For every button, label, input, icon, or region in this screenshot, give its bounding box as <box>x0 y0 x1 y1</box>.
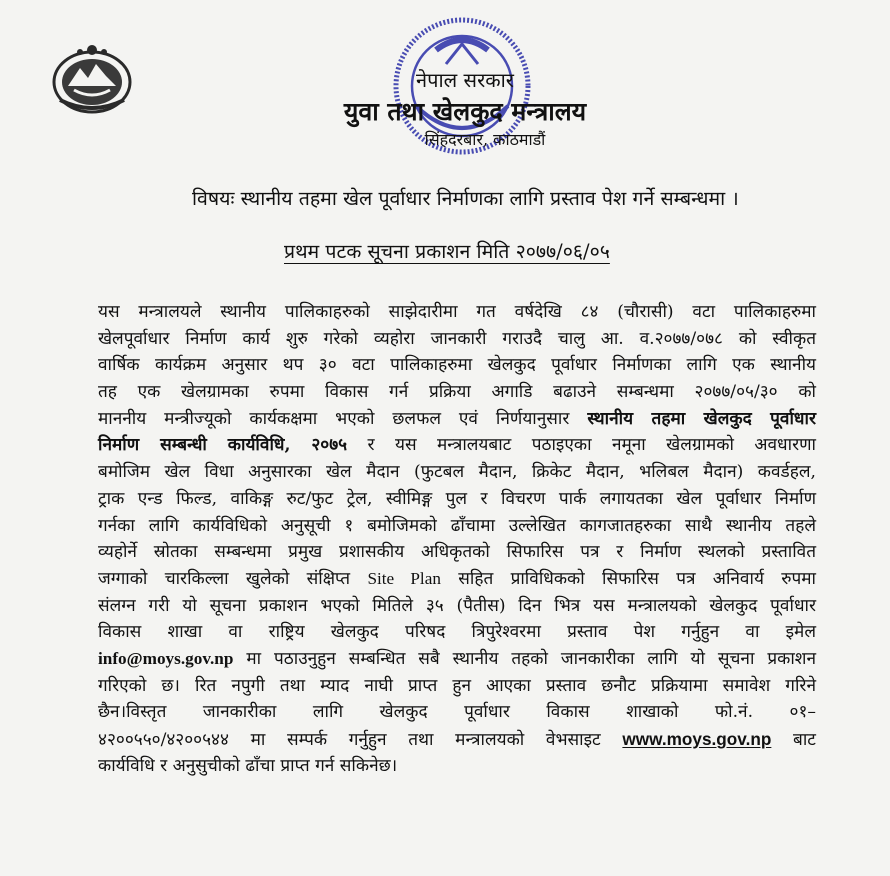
notice-publication-date: प्रथम पटक सूचना प्रकाशन मिति २०७७/०६/०५ <box>284 240 610 263</box>
government-name: नेपाल सरकार <box>416 68 514 92</box>
body-line <box>98 566 816 593</box>
body-text: बाट <box>771 730 816 750</box>
procedure-title-bold: स्थानीय तहमा खेलकुद पूर्वाधार <box>587 408 816 429</box>
body-line: ट्राक एन्ड फिल्ड, वाकिङ्ग रुट/फुट ट्रेल, स्वीमिङ्ग पुल र विचरण पार्क लगायतका खेल पूर्वाधार निर्माण <box>98 488 816 509</box>
website-link[interactable]: www.moys.gov.np <box>622 729 772 749</box>
ministry-address: सिंहदरबार, काठमाडौं <box>424 130 546 149</box>
body-line: गरिएको छ। रित नपुगी तथा म्याद नाघी प्राप्त हुन आएका प्रस्ताव छनौट प्रक्रियामा समावेश गरिने <box>98 675 816 696</box>
body-line: संलग्न गरी यो सूचना प्रकाशन भएको मितिले ३५ (पैतीस) दिन भित्र यस मन्त्रालयको खेलकुद पूर्वाधार <box>98 595 816 616</box>
body-line <box>98 726 816 753</box>
body-line: बमोजिम खेल विधा अनुसारका खेल मैदान (फुटबल मैदान, क्रिकेट मैदान, भलिबल मैदान) कवर्डहल, <box>98 462 816 483</box>
body-text: जग्गाको चारकिल्ला खुलेको संक्षिप्त <box>98 568 368 589</box>
ministry-name: युवा तथा खेलकुद मन्त्रालय <box>343 97 587 126</box>
body-line: व्यहोर्ने स्रोतका सम्बन्धमा प्रमुख प्रशासकीय अधिकृतको सिफारिस पत्र र निर्माण स्थलको प्रस्तावित <box>98 542 816 563</box>
body-text: र यस मन्त्रालयबाट पठाइएका नमूना खेलग्रामको अवधारणा <box>347 435 816 456</box>
body-line: तह एक खेलग्रामका रुपमा विकास गर्न प्रक्रिया अगाडि बढाउने सम्बन्धमा २०७७/०५/३० को <box>98 382 816 403</box>
body-line: खेलपूर्वाधार निर्माण कार्य शुरु गरेको व्यहोरा जानकारी गराउदै चालु आ. व.२०७७/०७८ को स्वीकृत <box>98 328 816 349</box>
body-line <box>98 432 816 459</box>
body-line: विकास शाखा वा राष्ट्रिय खेलकुद परिषद त्रिपुरेश्वरमा प्रस्ताव पेश गर्नुहुन वा इमेल <box>98 622 816 643</box>
body-line: कार्यविधि र अनुसुचीको ढाँचा प्राप्त गर्न सकिनेछ। <box>98 755 398 776</box>
site-plan-text: Site Plan <box>367 568 441 588</box>
body-text: सहित प्राविधिकको सिफारिस पत्र अनिवार्य रुपमा <box>440 568 817 589</box>
body-line: गर्नका लागि कार्यविधिको अनुसूची १ बमोजिमको ढाँचामा उल्लेखित कागजातहरुका साथै स्थानीय तहले <box>98 515 816 536</box>
body-text: माननीय मन्त्रीज्यूको कार्यकक्षमा भएको छलफल एवं निर्णयानुसार <box>98 408 588 429</box>
body-line <box>98 646 816 673</box>
procedure-title-bold: निर्माण सम्बन्धी कार्यविधि, २०७५ <box>98 435 348 456</box>
subject-line: विषयः स्थानीय तहमा खेल पूर्वाधार निर्माणका लागि प्रस्ताव पेश गर्ने सम्बन्धमा । <box>192 187 739 210</box>
email-link[interactable]: info@moys.gov.np <box>98 648 234 668</box>
body-text: ४२००५५०/४२००५४४ मा सम्पर्क गर्नुहुन तथा मन्त्रालयको वेभसाइट <box>98 730 623 750</box>
body-text: मा पठाउनुहुन सम्बन्धित सबै स्थानीय तहको जानकारीका लागि यो सूचना प्रकाशन <box>233 648 816 669</box>
body-line: वार्षिक कार्यक्रम अनुसार थप ३० वटा पालिकाहरुमा खेलकुद पूर्वाधार निर्माणका लागि एक स्थानीय <box>98 355 816 376</box>
body-line: यस मन्त्रालयले स्थानीय पालिकाहरुको साझेदारीमा गत वर्षदेखि ८४ (चौरासी) वटा पालिकाहरुमा <box>98 302 816 322</box>
notice-body <box>98 299 816 779</box>
body-line <box>98 406 816 433</box>
body-line: छैन।विस्तृत जानकारीका लागि खेलकुद पूर्वाधार विकास शाखाको फो.नं. ०१– <box>98 702 816 723</box>
